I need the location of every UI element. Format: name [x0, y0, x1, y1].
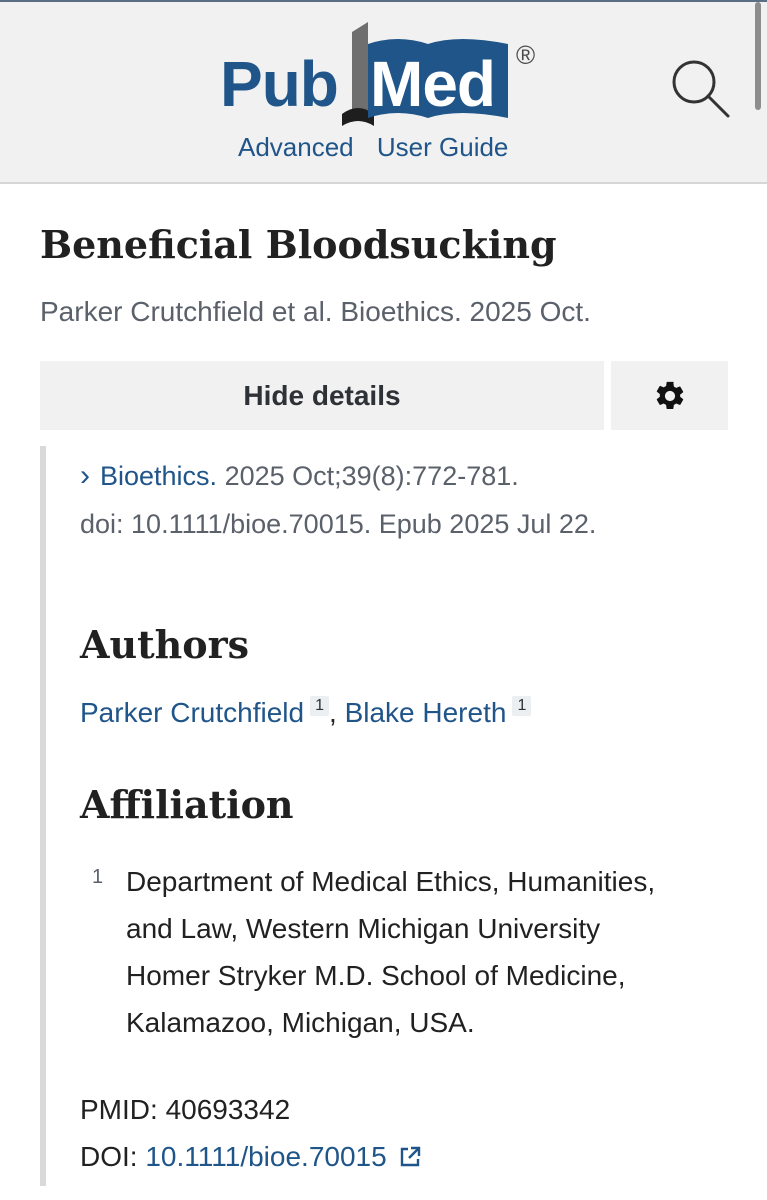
affiliation-ref[interactable]: 1 — [512, 696, 531, 716]
user-guide-link[interactable]: User Guide — [376, 132, 509, 162]
logo-med-text: Med — [370, 48, 495, 120]
doi-link[interactable] — [145, 1141, 422, 1172]
hide-details-button[interactable]: Hide details — [40, 361, 604, 430]
pmid-line — [80, 1094, 290, 1126]
author-link[interactable]: Parker Crutchfield — [80, 697, 305, 728]
pubmed-logo[interactable] — [220, 22, 550, 127]
article-title: Beneficial Bloodsucking — [40, 222, 557, 267]
display-options-button[interactable] — [611, 361, 728, 430]
journal-link[interactable]: Bioethics. — [100, 461, 218, 491]
author-link[interactable]: Blake Hereth — [344, 697, 507, 728]
details-rule — [40, 446, 46, 1186]
affiliation-heading: Affiliation — [80, 782, 294, 827]
affiliation-number: 1 — [92, 866, 104, 888]
doi-value: 10.1111/bioe.70015 — [145, 1141, 387, 1172]
header-links — [238, 132, 524, 163]
scrollbar-thumb[interactable] — [755, 2, 761, 110]
site-header — [0, 2, 767, 184]
search-icon — [668, 56, 732, 120]
external-link-icon — [398, 1145, 422, 1169]
authors-heading: Authors — [80, 622, 250, 667]
pmid-label: PMID: — [80, 1094, 166, 1125]
pmid-value: 40693342 — [165, 1094, 291, 1125]
citation-summary: Parker Crutchfield et al. Bioethics. 2025 Oct. — [40, 296, 591, 327]
journal-issue: 2025 Oct;39(8):772-781. — [217, 461, 519, 491]
logo-pub-text: Pub — [220, 48, 338, 120]
gear-icon — [653, 379, 687, 413]
authors-list: Parker Crutchfield 1 , Blake Hereth 1 — [80, 696, 531, 729]
search-button[interactable] — [668, 56, 732, 120]
affiliation-text: Department of Medical Ethics, Humanities, and Law, Western Michigan University Homer Stryker M.D. School of Medicine, Kalamazoo, Michigan, USA. — [126, 866, 656, 1038]
journal-doi-epub: doi: 10.1111/bioe.70015. Epub 2025 Jul 22. — [80, 509, 597, 539]
doi-line — [80, 1141, 422, 1173]
affiliation-ref[interactable]: 1 — [310, 696, 329, 716]
advanced-search-link[interactable]: Advanced — [238, 132, 354, 162]
journal-citation — [80, 452, 596, 548]
doi-label: DOI: — [80, 1141, 146, 1172]
registered-mark: ® — [516, 40, 536, 70]
chevron-right-icon[interactable]: › — [80, 459, 90, 492]
